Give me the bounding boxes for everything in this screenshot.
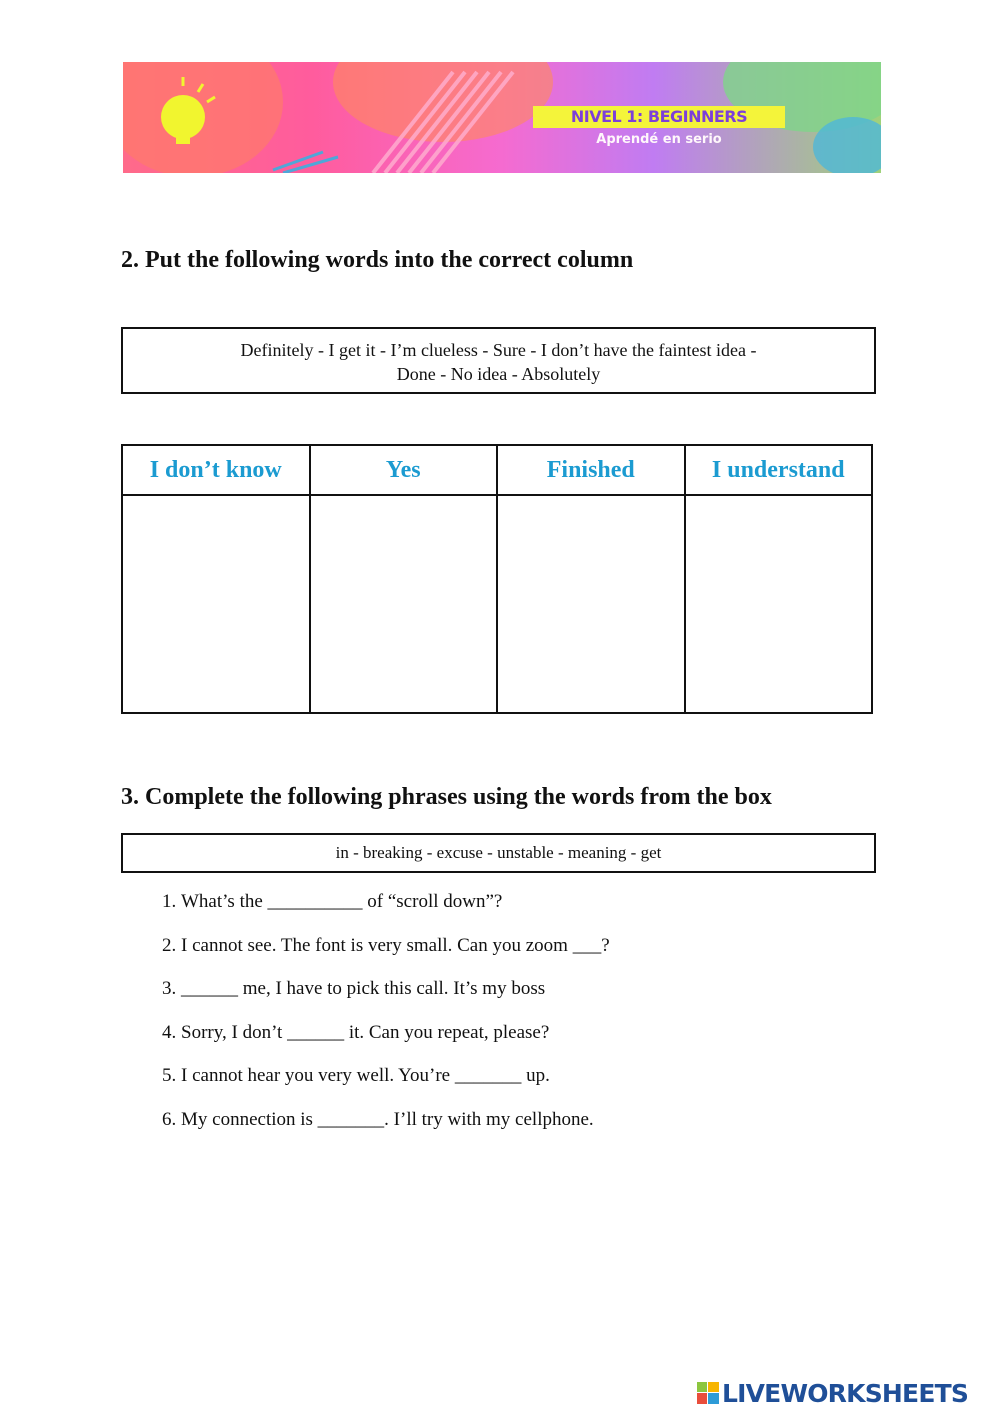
section3-heading: 3. Complete the following phrases using the words from the box (121, 784, 772, 810)
drop-zone-i-dont-know[interactable] (122, 495, 310, 713)
phrase-list (150, 884, 881, 1146)
banner-subtitle: Aprendé en serio (596, 132, 722, 147)
brand-name: LIVEWORKSHEETS (722, 1378, 969, 1408)
word-box-line1: Definitely - I get it - I’m clueless - Sure - I don’t have the faintest idea - (240, 340, 757, 360)
liveworksheets-logo-icon (697, 1382, 719, 1404)
sorting-table (121, 444, 873, 714)
phrase-item[interactable]: 4. Sorry, I don’t ______ it. Can you repeat, please? (181, 1015, 881, 1059)
word-box-section3: in - breaking - excuse - unstable - meaning - get (121, 833, 876, 873)
drop-zone-i-understand[interactable] (685, 495, 873, 713)
liveworksheets-footer[interactable] (697, 1378, 968, 1408)
column-header-i-understand: I understand (685, 445, 873, 495)
phrase-item[interactable]: 1. What’s the __________ of “scroll down”? (181, 884, 881, 928)
phrase-item[interactable]: 6. My connection is _______. I’ll try with my cellphone. (181, 1102, 881, 1146)
word-box-section2 (121, 327, 876, 394)
header-banner (123, 62, 881, 173)
drop-zone-finished[interactable] (497, 495, 685, 713)
section2-heading: 2. Put the following words into the correct column (121, 247, 634, 273)
phrase-item[interactable]: 5. I cannot hear you very well. You’re _______ up. (181, 1058, 881, 1102)
phrase-item[interactable]: 2. I cannot see. The font is very small. Can you zoom ___? (181, 928, 881, 972)
phrase-item[interactable]: 3. ______ me, I have to pick this call. It’s my boss (181, 971, 881, 1015)
drop-zone-yes[interactable] (310, 495, 498, 713)
column-header-yes: Yes (310, 445, 498, 495)
column-header-i-dont-know: I don’t know (122, 445, 310, 495)
word-box-line2: Done - No idea - Absolutely (396, 364, 601, 384)
banner-level-label: NIVEL 1: BEGINNERS (533, 106, 785, 128)
column-header-finished: Finished (497, 445, 685, 495)
